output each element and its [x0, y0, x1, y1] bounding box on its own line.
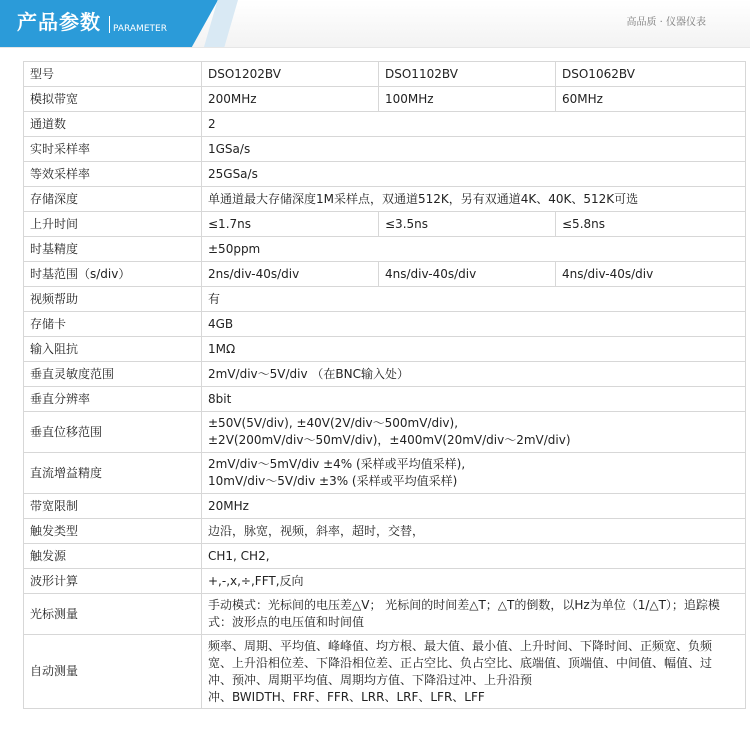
table-row — [24, 412, 746, 453]
cell-line: ±2V(200mV/div～50mV/div)，±400mV(20mV/div～2mV/div) — [208, 433, 571, 447]
cell-value: 60MHz — [556, 87, 746, 112]
cell-value: ≤3.5ns — [379, 212, 556, 237]
table-row — [24, 237, 746, 262]
row-label: 触发源 — [24, 544, 202, 569]
cell-value: 有 — [202, 287, 746, 312]
cell-value — [202, 635, 746, 709]
row-label: 直流增益精度 — [24, 453, 202, 494]
row-label: 型号 — [24, 62, 202, 87]
row-label: 垂直分辨率 — [24, 387, 202, 412]
cell-value: 4ns/div-40s/div — [556, 262, 746, 287]
row-label: 通道数 — [24, 112, 202, 137]
cell-value: ±50ppm — [202, 237, 746, 262]
spec-table — [23, 61, 746, 709]
table-row — [24, 162, 746, 187]
row-label: 光标测量 — [24, 594, 202, 635]
cell-value: 4ns/div-40s/div — [379, 262, 556, 287]
row-label: 上升时间 — [24, 212, 202, 237]
cell-value: ≤1.7ns — [202, 212, 379, 237]
row-label: 等效采样率 — [24, 162, 202, 187]
row-label: 波形计算 — [24, 569, 202, 594]
table-row — [24, 212, 746, 237]
row-label: 存储卡 — [24, 312, 202, 337]
section-subtitle: PARAMETER — [113, 24, 167, 34]
table-row — [24, 519, 746, 544]
cell-line: 冲、BWIDTH、FRF、FFR、LRR、LRF、LFR、LFF — [208, 689, 485, 704]
title-divider — [109, 16, 110, 33]
cell-value — [202, 594, 746, 635]
cell-line: 手动模式：光标间的电压差△V； 光标间的时间差△T；△T的倒数，以Hz为单位（1/△T）；追踪模 — [208, 598, 720, 612]
table-row — [24, 569, 746, 594]
table-row — [24, 594, 746, 635]
cell-value: DSO1102BV — [379, 62, 556, 87]
row-label: 自动测量 — [24, 635, 202, 709]
cell-value — [202, 412, 746, 453]
table-row — [24, 544, 746, 569]
cell-line: 2mV/div～5mV/div ±4% (采样或平均值采样), — [208, 457, 466, 471]
table-row — [24, 362, 746, 387]
table-row — [24, 337, 746, 362]
row-label: 实时采样率 — [24, 137, 202, 162]
cell-line: 10mV/div～5V/div ±3% (采样或平均值采样) — [208, 474, 458, 488]
cell-value: 2mV/div～5V/div （在BNC输入处） — [202, 362, 746, 387]
row-label: 垂直灵敏度范围 — [24, 362, 202, 387]
cell-value: 200MHz — [202, 87, 379, 112]
cell-value: 20MHz — [202, 494, 746, 519]
table-row — [24, 453, 746, 494]
cell-value: +,-,x,÷,FFT,反向 — [202, 569, 746, 594]
row-label: 触发类型 — [24, 519, 202, 544]
cell-value: 100MHz — [379, 87, 556, 112]
cell-value: 8bit — [202, 387, 746, 412]
cell-value: CH1, CH2, — [202, 544, 746, 569]
cell-line: 宽、上升沿相位差、下降沿相位差、正占空比、负占空比、底端值、顶端值、中间值、幅值、过 — [208, 655, 713, 670]
cell-value: 2 — [202, 112, 746, 137]
table-row — [24, 87, 746, 112]
cell-value: ≤5.8ns — [556, 212, 746, 237]
table-row — [24, 187, 746, 212]
cell-line: ±50V(5V/div), ±40V(2V/div～500mV/div), — [208, 416, 459, 430]
row-label: 时基精度 — [24, 237, 202, 262]
row-label: 带宽限制 — [24, 494, 202, 519]
row-label: 视频帮助 — [24, 287, 202, 312]
cell-value: DSO1062BV — [556, 62, 746, 87]
cell-value: 2ns/div-40s/div — [202, 262, 379, 287]
cell-value: 1MΩ — [202, 337, 746, 362]
section-title: 产品参数 — [17, 10, 101, 34]
cell-value: 25GSa/s — [202, 162, 746, 187]
table-row — [24, 387, 746, 412]
table-row — [24, 137, 746, 162]
cell-line: 频率、周期、平均值、峰峰值、均方根、最大值、最小值、上升时间、下降时间、正频宽、负频 — [208, 638, 713, 653]
row-label: 输入阻抗 — [24, 337, 202, 362]
cell-line: 式：波形点的电压值和时间值 — [208, 615, 365, 629]
row-label: 存储深度 — [24, 187, 202, 212]
row-label: 垂直位移范围 — [24, 412, 202, 453]
table-row — [24, 112, 746, 137]
row-label: 时基范围（s/div） — [24, 262, 202, 287]
cell-value — [202, 453, 746, 494]
section-header — [0, 0, 750, 47]
header-tagline: 高品质 · 仪器仪表 — [626, 17, 706, 28]
table-row — [24, 262, 746, 287]
cell-value: 边沿，脉宽，视频，斜率，超时，交替， — [202, 519, 746, 544]
cell-value: 4GB — [202, 312, 746, 337]
table-row — [24, 312, 746, 337]
table-row — [24, 287, 746, 312]
table-row — [24, 635, 746, 709]
cell-value: 单通道最大存储深度1M采样点，双通道512K，另有双通道4K、40K、512K可选 — [202, 187, 746, 212]
table-row — [24, 494, 746, 519]
row-label: 模拟带宽 — [24, 87, 202, 112]
cell-value: DSO1202BV — [202, 62, 379, 87]
cell-value: 1GSa/s — [202, 137, 746, 162]
cell-line: 冲、预冲、周期平均值、周期均方值、下降沿过冲、上升沿预 — [208, 672, 533, 687]
table-row — [24, 62, 746, 87]
